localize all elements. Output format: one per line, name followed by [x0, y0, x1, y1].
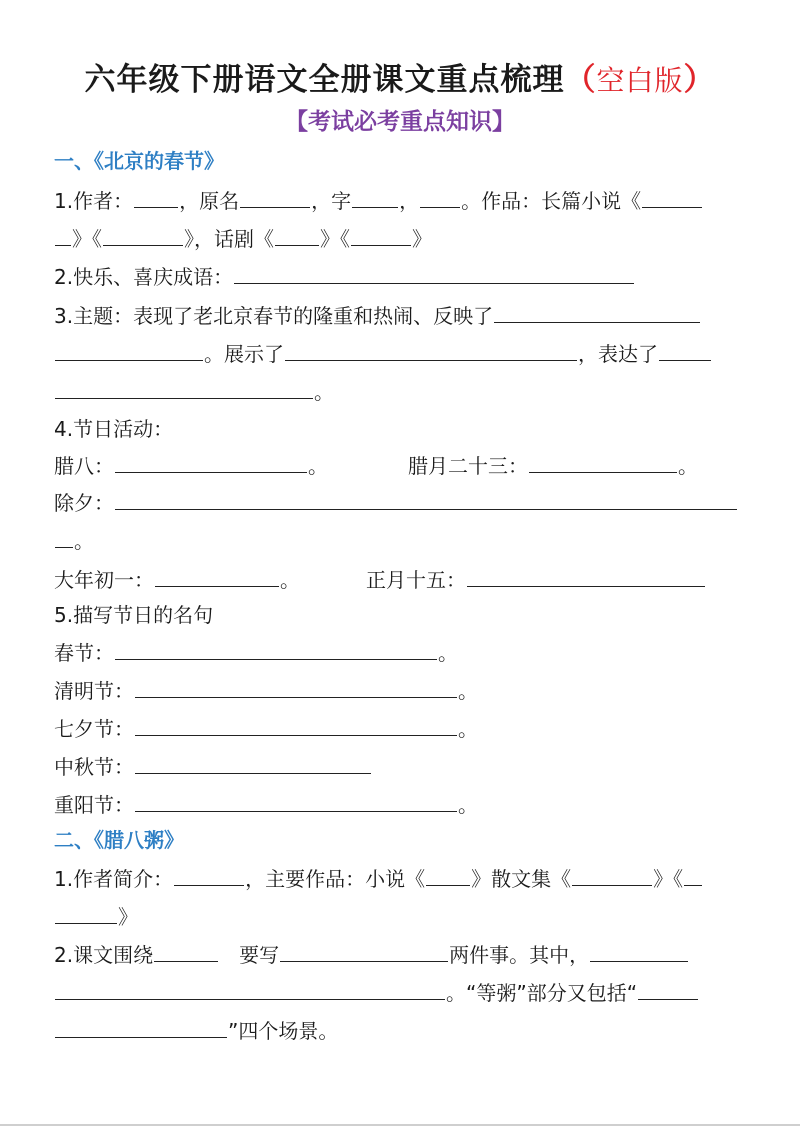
- blank[interactable]: [494, 301, 700, 323]
- question-3-line-1: 3.主题：表现了老北京春节的隆重和热闹、反映了: [54, 301, 701, 331]
- s2-question-1-line-1: 1.作者简介： ，主要作品：小说《 》散文集《 》《: [54, 864, 703, 894]
- blank[interactable]: [55, 339, 203, 361]
- blank[interactable]: [115, 451, 307, 473]
- quote-chongyang: 重阳节： 。: [54, 790, 478, 820]
- s2-question-2-line-2: 。“等粥”部分又包括“: [54, 978, 699, 1008]
- blank[interactable]: [280, 940, 448, 962]
- blank[interactable]: [572, 864, 652, 886]
- blank[interactable]: [240, 186, 310, 208]
- blank[interactable]: [426, 864, 470, 886]
- blank[interactable]: [659, 339, 711, 361]
- activity-chuxi: 除夕：: [54, 488, 738, 518]
- blank[interactable]: [103, 224, 183, 246]
- blank[interactable]: [55, 902, 117, 924]
- s2-question-2-line-3: ”四个场景。: [54, 1016, 338, 1046]
- quote-qixi: 七夕节： 。: [54, 714, 478, 744]
- question-4: 4.节日活动：: [54, 417, 174, 441]
- activity-layue: 腊月二十三： 。: [408, 451, 698, 481]
- blank[interactable]: [351, 224, 411, 246]
- blank[interactable]: [135, 752, 371, 774]
- question-5: 5.描写节日的名句: [54, 603, 214, 627]
- blank[interactable]: [529, 451, 677, 473]
- activity-chuyi: 大年初一： 。: [54, 565, 300, 595]
- page-bottom-divider: [0, 1124, 800, 1126]
- quote-chunjie: 春节： 。: [54, 638, 458, 668]
- title-edition: （空白版）: [564, 62, 716, 98]
- activity-laba: 腊八： 。: [54, 451, 328, 481]
- activity-shiwu: 正月十五：: [366, 565, 706, 595]
- page-subtitle: 【考试必考重点知识】: [285, 109, 515, 135]
- blank[interactable]: [285, 339, 577, 361]
- blank[interactable]: [155, 565, 279, 587]
- blank[interactable]: [135, 790, 457, 812]
- blank[interactable]: [684, 864, 702, 886]
- quote-qingming: 清明节： 。: [54, 676, 478, 706]
- question-1-line-2: 》《 》，话剧《 》《 》: [54, 224, 432, 254]
- blank[interactable]: [115, 638, 437, 660]
- quote-zhongqiu: 中秋节：: [54, 752, 372, 782]
- question-1-line-1: 1.作者： ，原名 ，字 ， 。作品：长篇小说《: [54, 186, 703, 216]
- blank[interactable]: [55, 526, 73, 548]
- blank[interactable]: [467, 565, 705, 587]
- page-title: [0, 58, 800, 103]
- blank[interactable]: [352, 186, 398, 208]
- blank[interactable]: [134, 186, 178, 208]
- blank[interactable]: [590, 940, 688, 962]
- s2-question-2-line-1: 2.课文围绕 要写 两件事。其中，: [54, 940, 689, 970]
- blank[interactable]: [275, 224, 319, 246]
- blank[interactable]: [55, 224, 71, 246]
- section-heading-beijing-spring-festival: 一、《北京的春节》: [54, 149, 224, 173]
- blank[interactable]: [135, 676, 457, 698]
- blank[interactable]: [234, 262, 634, 284]
- blank[interactable]: [55, 978, 445, 1000]
- question-3-line-2: 。展示了 ，表达了: [54, 339, 712, 369]
- blank[interactable]: [55, 377, 313, 399]
- question-3-line-3: 。: [54, 377, 334, 407]
- title-main: 六年级下册语文全册课文重点梳理: [84, 62, 565, 98]
- question-2: 2.快乐、喜庆成语：: [54, 262, 635, 292]
- blank[interactable]: [55, 1016, 227, 1038]
- blank[interactable]: [642, 186, 702, 208]
- blank[interactable]: [154, 940, 218, 962]
- activity-chuxi-end: 。: [54, 526, 94, 556]
- blank[interactable]: [638, 978, 698, 1000]
- blank[interactable]: [174, 864, 244, 886]
- s2-question-1-line-2: 》: [54, 902, 138, 932]
- blank[interactable]: [115, 488, 737, 510]
- blank[interactable]: [420, 186, 460, 208]
- blank[interactable]: [135, 714, 457, 736]
- section-heading-laba-porridge: 二、《腊八粥》: [54, 828, 184, 852]
